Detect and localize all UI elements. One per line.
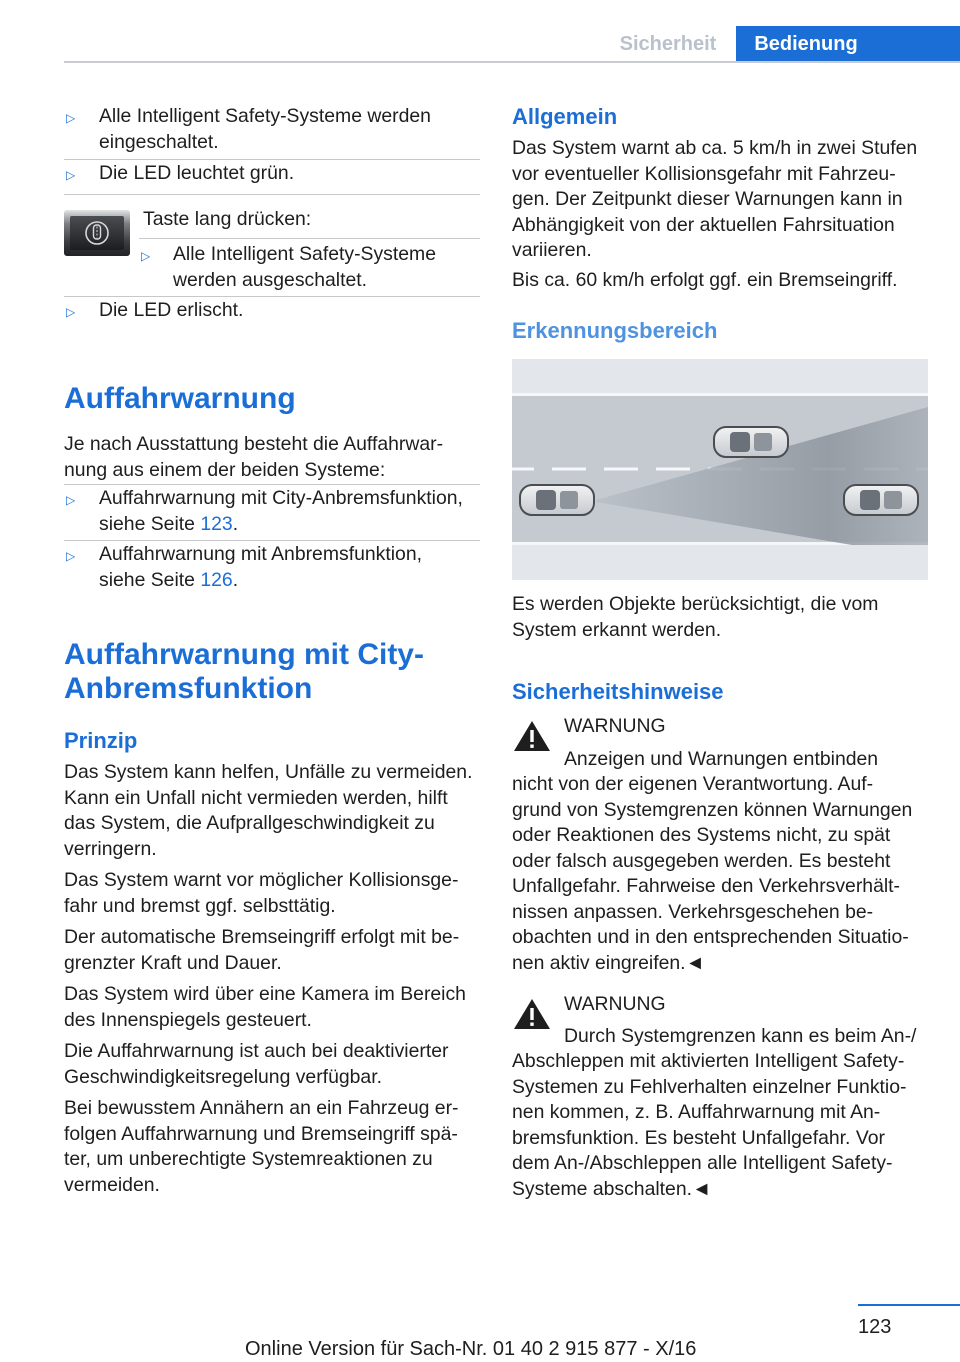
footer-online-version: Online Version für Sach-Nr. 01 40 2 915 877 - X/16 xyxy=(245,1338,697,1360)
section-heading: Auffahrwarnung mit City- Anbremsfunktion xyxy=(64,638,424,705)
divider xyxy=(64,484,480,485)
list-item: Alle Intelligent Safety-Systeme werden eingeschaltet. xyxy=(99,105,431,153)
list-bullet-icon: ▷ xyxy=(66,111,76,125)
list-item: Alle Intelligent Safety-Systeme werden ausgeschaltet. xyxy=(173,243,436,291)
subsection-heading: Sicherheitshinweise xyxy=(512,679,724,704)
list-bullet-icon: ▷ xyxy=(141,249,151,263)
divider xyxy=(64,540,480,541)
subsection-heading: Prinzip xyxy=(64,728,138,753)
button-caption: Taste lang drücken: xyxy=(143,208,312,230)
car-icon xyxy=(714,427,788,457)
paragraph-block: Das System kann helfen, Unfälle zu vermeiden. Kann ein Unfall nicht vermieden werden, hilft das System, die Aufprallgeschwindigkeit zu verringern. Das System warnt vor möglicher Kollisionsge- fahr und bremst ggf. selbsttätig. Der automatische Bremseingriff erfolgt mit be- grenzter Kraft und Dauer. Das System wird über eine Kamera im Bereich des Innenspiegels gesteuert. Die Auffahrwarnung ist auch bei deaktivierter Geschwindigkeitsregelung verfügbar. Bei bewusstem Annähern an ein Fahrzeug er- folgen Auffahrwarnung und Bremseingriff spä- ter, um unberechtigte Systemreaktionen zu vermeiden. xyxy=(64,761,473,1196)
warning-triangle-icon xyxy=(512,718,552,754)
tab-sicherheit[interactable]: Sicherheit xyxy=(619,33,717,55)
divider xyxy=(139,238,480,239)
subsection-heading: Erkennungsbereich xyxy=(512,318,718,343)
detection-area-illustration xyxy=(512,359,928,580)
divider xyxy=(64,296,480,297)
warning-text: Abschleppen mit aktivierten Intelligent Safety- Systemen zu Fehlverhalten einzelner Funktio- nen kommen, z. B. Auffahrwarnung mit An- bremsfunktion. Es besteht Unfallgefahr. Vor dem An-/Abschleppen alle Intelligent Safety- Systeme abschalten.◄ xyxy=(512,1050,907,1200)
list-bullet-icon: ▷ xyxy=(66,168,76,182)
list-bullet-icon: ▷ xyxy=(66,493,76,507)
car-icon xyxy=(520,485,594,515)
warning-text: Durch Systemgrenzen kann es beim An-/ xyxy=(564,1025,917,1047)
paragraph: Bis ca. 60 km/h erfolgt ggf. ein Bremseingriff. xyxy=(512,269,898,291)
list-item: Auffahrwarnung mit City-Anbremsfunktion, siehe Seite 123. xyxy=(99,487,463,535)
header-accent-bar xyxy=(876,26,960,62)
footer-rule xyxy=(858,1304,960,1306)
header-rule xyxy=(64,61,960,63)
list-item: Die LED leuchtet grün. xyxy=(99,162,295,184)
subsection-heading: Allgemein xyxy=(512,104,618,129)
paragraph: Je nach Ausstattung besteht die Auffahrwar- nung aus einem der beiden Systeme: xyxy=(64,433,444,481)
page-link[interactable]: 123 xyxy=(200,512,233,535)
divider xyxy=(64,194,480,195)
divider xyxy=(64,159,480,160)
paragraph: Das System warnt ab ca. 5 km/h in zwei Stufen vor eventueller Kollisionsgefahr mit Fahrzeu- gen. Der Zeitpunkt dieser Warnungen kann in Abhängigkeit von der aktuellen Fahrsituation variieren. xyxy=(512,137,918,261)
car-icon xyxy=(844,485,918,515)
warning-title: WARNUNG xyxy=(564,993,666,1015)
figure-caption: Es werden Objekte berücksichtigt, die vom System erkannt werden. xyxy=(512,593,879,641)
warning-triangle-icon xyxy=(512,996,552,1032)
list-item: Auffahrwarnung mit Anbremsfunktion, siehe Seite 126. xyxy=(99,543,422,591)
tab-bedienung[interactable]: Bedienung xyxy=(736,26,876,62)
page-number: 123 xyxy=(858,1316,892,1338)
warning-text: nicht von der eigenen Verantwortung. Auf- grund von Systemgrenzen können Warnungen oder Reaktionen des Systems nicht, zu spät oder falsch ausgegeben werden. Es besteht Unfallgefahr. Fahrweise den Verkehrsverhält- nissen anpassen. Verkehrsgeschehen be- obachten und in den entsprechenden Situatio- nen aktiv eingreifen.◄ xyxy=(512,773,913,974)
section-heading: Auffahrwarnung xyxy=(64,382,296,415)
page-link[interactable]: 126 xyxy=(200,568,233,591)
intelligent-safety-button-icon xyxy=(64,210,130,256)
warning-title: WARNUNG xyxy=(564,715,666,737)
list-bullet-icon: ▷ xyxy=(66,305,76,319)
warning-text: Anzeigen und Warnungen entbinden xyxy=(564,748,879,770)
list-bullet-icon: ▷ xyxy=(66,549,76,563)
list-item: Die LED erlischt. xyxy=(99,299,244,321)
